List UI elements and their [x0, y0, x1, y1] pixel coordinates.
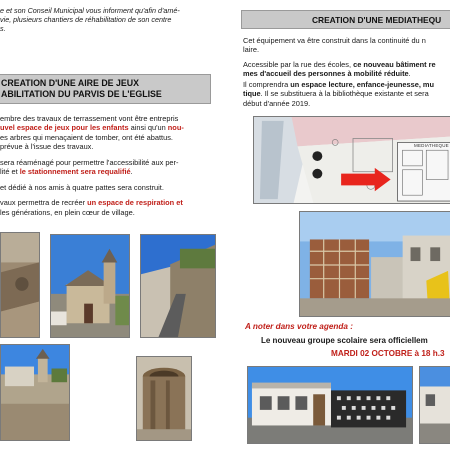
left-para-dog-area [0, 183, 222, 192]
agenda-title: A noter dans votre agenda : [245, 322, 353, 331]
intro-line: s. [0, 24, 6, 34]
photo-church [50, 234, 130, 338]
left-para-parvis [0, 158, 222, 177]
left-banner-line2: ABILITATION DU PARVIS DE L'EGLISE [1, 88, 162, 99]
body-line: et dédié à nos amis à quatre pattes sera construit. [0, 182, 164, 192]
body-line: sera réaménagé pour permettre l'accessibilité aux per- [0, 157, 179, 167]
body-line: début d'année 2019. [243, 98, 311, 108]
photo-earthworks [0, 232, 40, 338]
body-line: Cet équipement va être construit dans la continuité du n [243, 36, 426, 45]
body-line: uvel espace de jeux pour les enfants ainsi qu'un nou- [0, 123, 184, 133]
body-line: vaux permettra de recréer un espace de respiration et [0, 198, 183, 208]
body-line: tique. Il se substituera à la bibliothèque existante et sera [243, 89, 429, 99]
right-body [243, 36, 450, 108]
intro-line: vie, plusieurs chantiers de réhabilitation de son centre [0, 15, 172, 25]
body-line: lité et le stationnement sera requalifié. [0, 167, 133, 177]
photo-new-school [247, 366, 413, 444]
body-line: embre des travaux de terrassement vont être entrepris [0, 114, 179, 123]
left-para-breathing-space [0, 198, 222, 217]
body-line: prévue à l'issue des travaux. [0, 142, 94, 152]
body-line: les générations, en plein cœur de village. [0, 207, 135, 217]
left-intro [0, 6, 222, 34]
body-line: es arbres qui menaçaient de tomber, ont été abattus. [0, 132, 173, 142]
right-para-continuity [243, 36, 450, 55]
photo-tree-stump [136, 356, 192, 441]
right-banner-title: CREATION D'UNE MEDIATHEQU [312, 15, 442, 25]
left-section-banner [0, 74, 211, 104]
left-body [0, 114, 222, 217]
photo-street-wall [140, 234, 216, 338]
right-para-access [243, 60, 450, 79]
left-para-play-area [0, 114, 222, 152]
body-line: Accessible par la rue des écoles, ce nouveau bâtiment re [243, 59, 436, 69]
plan-label: MEDIATHEQUE [414, 143, 449, 148]
photo-construction-site [299, 211, 450, 317]
agenda-line: Le nouveau groupe scolaire sera officiellem [261, 335, 428, 345]
intro-line: e et son Conseil Municipal vous informent qu'afin d'amé- [0, 6, 180, 15]
photo-school-yard [419, 366, 450, 444]
body-line: mes d'accueil des personnes à mobilité réduite. [243, 69, 411, 79]
photo-village-square [0, 344, 70, 441]
body-line: laire. [243, 45, 260, 55]
agenda-date: MARDI 02 OCTOBRE à 18 h.3 [331, 348, 445, 358]
body-line: Il comprendra un espace lecture, enfance-jeunesse, mu [243, 79, 435, 89]
agenda-block [245, 322, 450, 359]
right-section-banner [241, 10, 450, 29]
left-banner-line1: CREATION D'UNE AIRE DE JEUX [1, 78, 139, 88]
site-plan [253, 116, 450, 204]
right-para-spaces [243, 80, 450, 108]
